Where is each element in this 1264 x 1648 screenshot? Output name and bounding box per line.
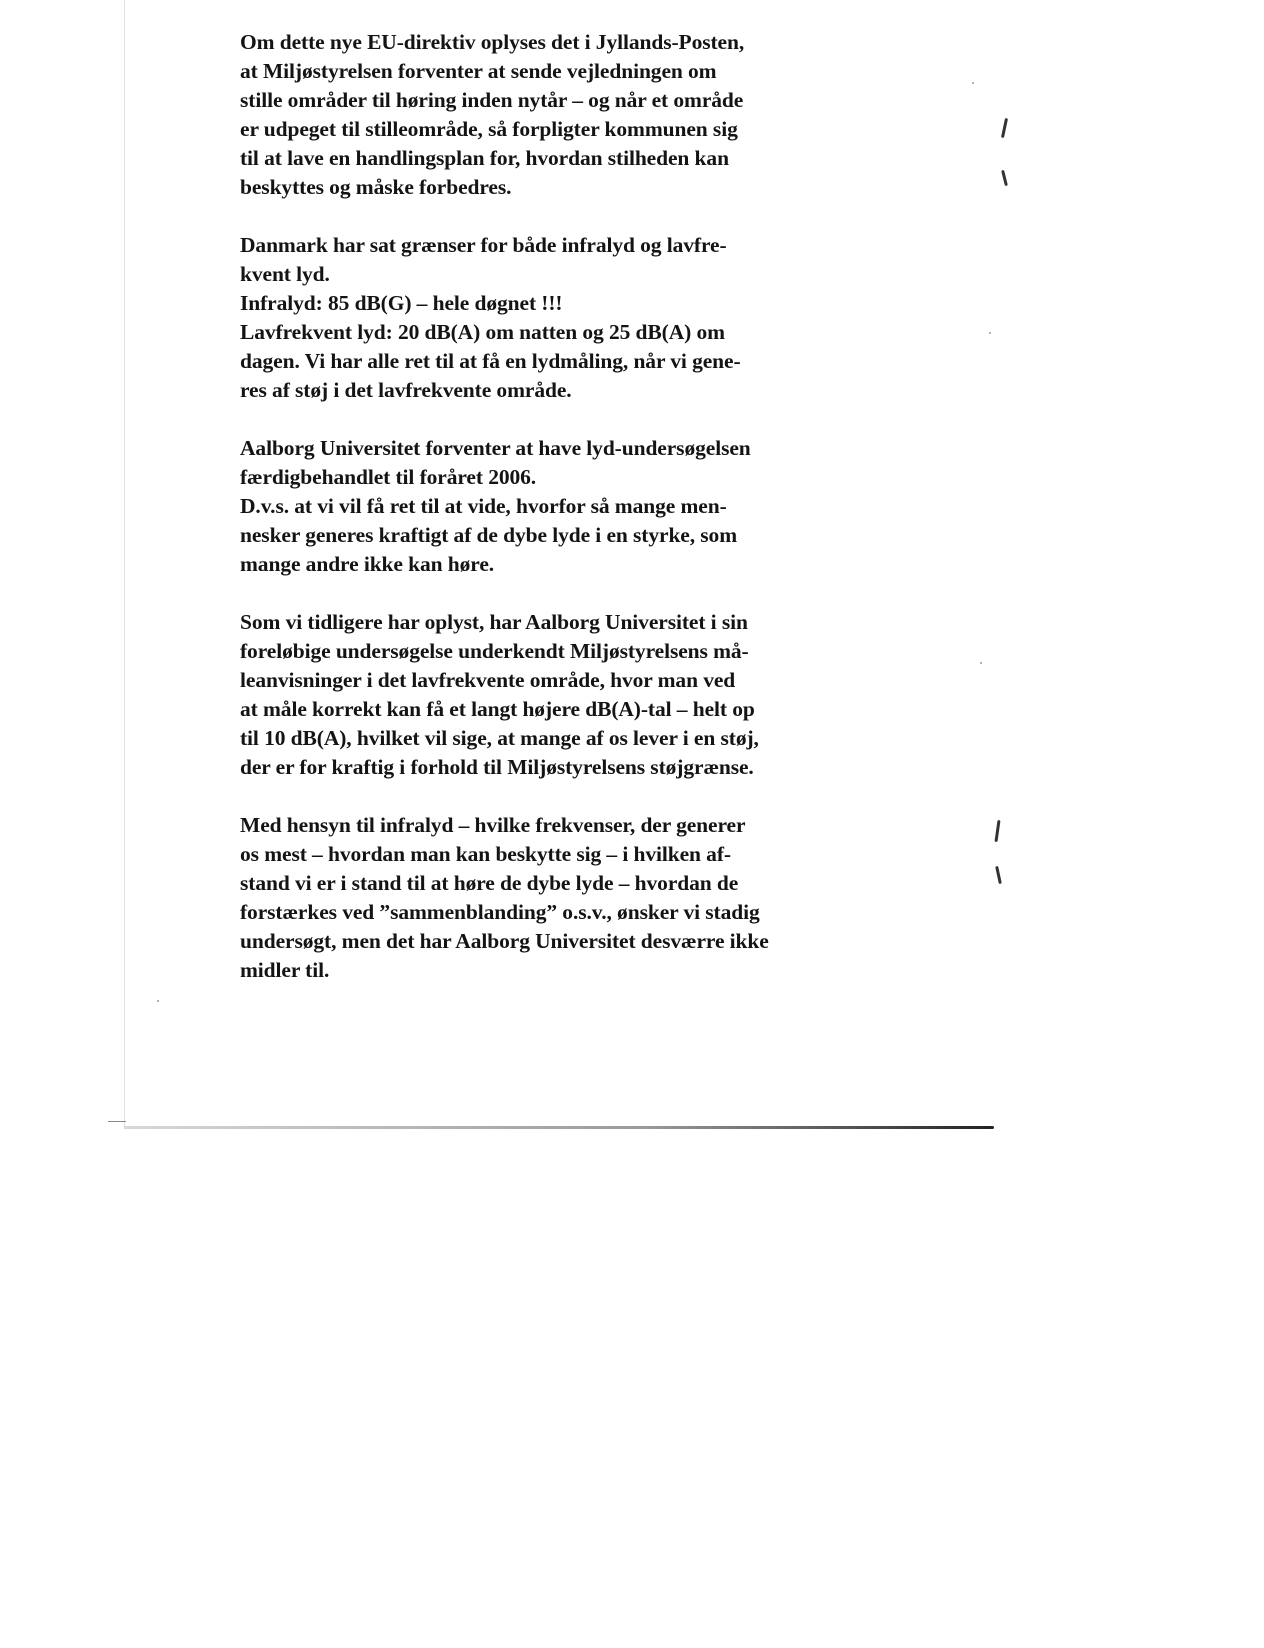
paragraph-infrasound	[240, 811, 880, 985]
text-line: kvent lyd.	[240, 262, 330, 286]
text-line: til 10 dB(A), hvilket vil sige, at mange af os lever i en støj,	[240, 726, 759, 750]
margin-mark-3	[994, 820, 1000, 842]
margin-mark-2	[1001, 170, 1008, 186]
text-line: leanvisninger i det lavfrekvente område, hvor man ved	[240, 668, 736, 692]
scan-speck	[980, 662, 982, 664]
scan-speck	[972, 82, 974, 84]
paragraph-eu-directive	[240, 28, 880, 202]
text-line: forstærkes ved ”sammenblanding” o.s.v., ønsker vi stadig	[240, 900, 760, 924]
scan-speck	[989, 332, 991, 334]
text-line: Med hensyn til infralyd – hvilke frekvenser, der generer	[240, 813, 746, 837]
text-line: at måle korrekt kan få et langt højere dB(A)-tal – helt op	[240, 697, 755, 721]
text-line: os mest – hvordan man kan beskytte sig – i hvilken af-	[240, 842, 731, 866]
paragraph-limits	[240, 231, 880, 405]
text-line: Aalborg Universitet forventer at have lyd-undersøgelsen	[240, 436, 751, 460]
text-line: beskyttes og måske forbedres.	[240, 175, 512, 199]
text-line: mange andre ikke kan høre.	[240, 552, 495, 576]
text-line: dagen. Vi har alle ret til at få en lydmåling, når vi gene-	[240, 349, 741, 373]
text-line: færdigbehandlet til foråret 2006.	[240, 465, 537, 489]
text-line: stand vi er i stand til at høre de dybe lyde – hvordan de	[240, 871, 739, 895]
page-edge-tick	[108, 1121, 126, 1122]
paragraph-aalborg-study	[240, 434, 880, 579]
text-line: Lavfrekvent lyd: 20 dB(A) om natten og 25 dB(A) om	[240, 320, 725, 344]
text-line: til at lave en handlingsplan for, hvordan stilheden kan	[240, 146, 729, 170]
text-line: nesker generes kraftigt af de dybe lyde i en styrke, som	[240, 523, 738, 547]
text-line: Som vi tidligere har oplyst, har Aalborg Universitet i sin	[240, 610, 748, 634]
margin-mark-4	[995, 866, 1002, 884]
page-bottom-edge	[124, 1126, 994, 1129]
text-line: der er for kraftig i forhold til Miljøstyrelsens støjgrænse.	[240, 755, 754, 779]
text-line: foreløbige undersøgelse underkendt Miljøstyrelsens må-	[240, 639, 749, 663]
margin-mark-1	[1001, 118, 1008, 138]
text-line: midler til.	[240, 958, 330, 982]
text-line: Danmark har sat grænser for både infralyd og lavfre-	[240, 233, 727, 257]
scan-speck	[157, 1000, 159, 1002]
text-line: undersøgt, men det har Aalborg Universitet desværre ikke	[240, 929, 769, 953]
document-body	[240, 28, 880, 1014]
text-line: Infralyd: 85 dB(G) – hele døgnet !!!	[240, 291, 563, 315]
text-line: res af støj i det lavfrekvente område.	[240, 378, 572, 402]
text-line: stille områder til høring inden nytår – og når et område	[240, 88, 744, 112]
text-line: er udpeget til stilleområde, så forpligter kommunen sig	[240, 117, 738, 141]
text-line: Om dette nye EU-direktiv oplyses det i Jyllands-Posten,	[240, 30, 745, 54]
paragraph-measurement	[240, 608, 880, 782]
text-line: at Miljøstyrelsen forventer at sende vejledningen om	[240, 59, 717, 83]
text-line: D.v.s. at vi vil få ret til at vide, hvorfor så mange men-	[240, 494, 727, 518]
